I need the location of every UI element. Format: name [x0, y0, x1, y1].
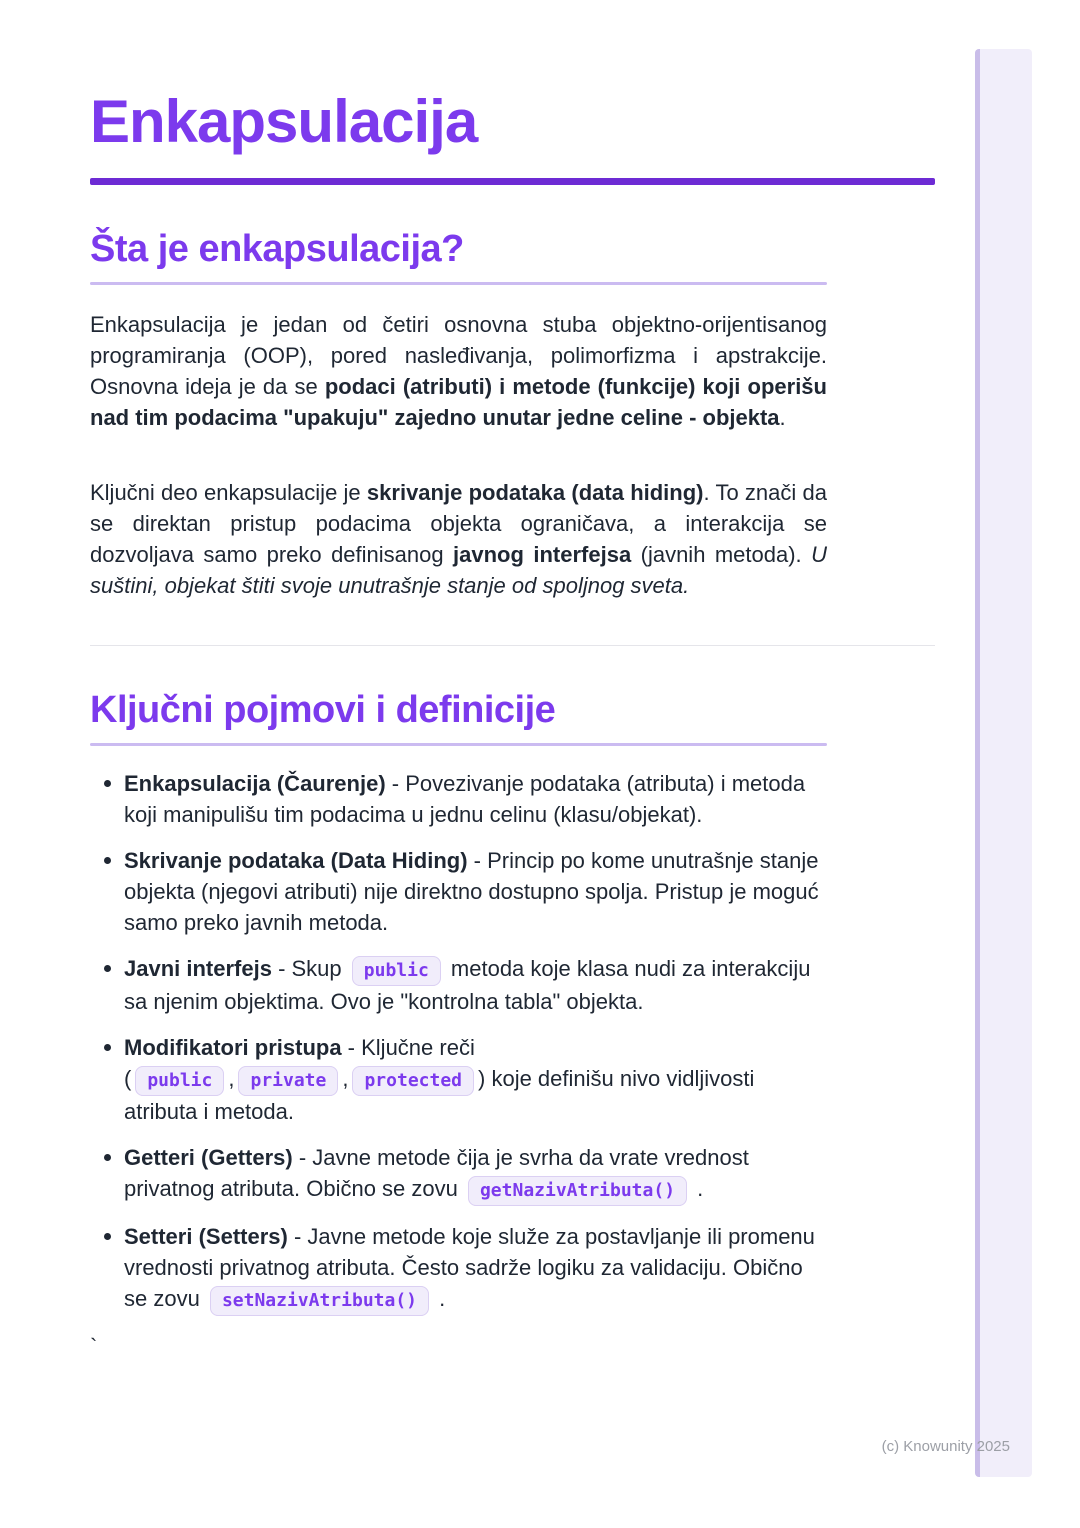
text-segment: U suštini, objekat štiti svoje unutrašnje stanje od spoljnog sveta. — [90, 542, 827, 598]
text-segment: - Javne metode koje služe za postavljanje ili promenu vrednosti privatnog atributa. Često sadrže logiku za validaciju. Obično se zovu — [124, 1224, 815, 1311]
text-segment: Setteri (Setters) — [124, 1224, 288, 1249]
section-key-terms — [90, 690, 935, 1316]
list-item — [124, 768, 827, 830]
list-item — [124, 1032, 827, 1127]
text-segment: . — [691, 1176, 704, 1201]
section-heading-underline — [90, 282, 827, 285]
text-segment: metoda koje klasa nudi za interakciju sa njenim objektima. Ovo je "kontrolna tabla" objekta. — [124, 956, 811, 1014]
text-segment: - Princip po kome unutrašnje stanje objekta (njegovi atributi) nije direktno dostupno spolja. Pristup je moguć samo preko javnih metoda. — [124, 848, 819, 935]
paragraph — [90, 477, 827, 601]
section-what-is — [90, 229, 935, 601]
text-segment: Ključni deo enkapsulacije je — [90, 480, 367, 505]
text-segment: - Ključne reči ( — [124, 1035, 475, 1091]
text-segment: ) koje definišu nivo vidljivosti atributa i metoda. — [124, 1066, 755, 1124]
text-segment: Enkapsulacija je jedan od četiri osnovna stuba objektno-orijentisanog programiranja (OOP), pored nasleđivanja, polimorfizma i apstrakcije. Osnovna ideja je da se — [90, 312, 827, 399]
text-segment: . — [779, 405, 786, 430]
text-segment: Javni interfejs — [124, 956, 272, 981]
inline-code-chip: public — [352, 956, 441, 986]
section-heading-what-is: Šta je enkapsulacija? — [90, 228, 464, 270]
content-column — [90, 0, 935, 1362]
text-segment: . To znači da se direktan pristup podacima objekta ograničava, a interakcija se dozvoljava samo preko definisanog — [90, 480, 828, 567]
section-divider — [90, 645, 935, 646]
text-segment: . — [433, 1286, 446, 1311]
text-segment: , — [342, 1066, 349, 1091]
inline-code-chip: private — [238, 1066, 338, 1096]
title-rule — [90, 178, 935, 185]
text-segment: podaci (atributi) i metode (funkcije) koji operišu nad tim podacima "upakuju" zajedno unutar jedne celine - objekta — [90, 374, 827, 430]
list-item — [124, 845, 827, 938]
text-segment: Skrivanje podataka (Data Hiding) — [124, 848, 468, 873]
text-segment: Enkapsulacija (Čaurenje) — [124, 771, 386, 796]
text-segment: Modifikatori pristupa — [124, 1035, 342, 1060]
page-title: Enkapsulacija — [90, 88, 478, 155]
text-segment: javnog interfejsa — [453, 542, 632, 567]
list-item — [124, 1142, 827, 1206]
list-item — [124, 953, 827, 1017]
inline-code-chip: public — [135, 1066, 224, 1096]
definition-list — [90, 768, 827, 1316]
stray-backtick-character: ` — [90, 1334, 98, 1359]
text-segment: - Povezivanje podataka (atributa) i metoda koji manipulišu tim podacima u jednu celinu (klasu/objekat). — [124, 771, 806, 827]
section-heading-key-terms: Ključni pojmovi i definicije — [90, 689, 556, 731]
list-item — [124, 1221, 827, 1316]
text-segment: - Skup — [271, 956, 348, 981]
text-segment: (javnih metoda). — [631, 542, 812, 567]
section-paragraphs — [90, 309, 935, 601]
text-segment: Getteri (Getters) — [124, 1145, 293, 1170]
inline-code-chip: protected — [352, 1066, 474, 1096]
text-segment: skrivanje podataka (data hiding) — [366, 480, 704, 505]
inline-code-chip: setNazivAtributa() — [210, 1286, 429, 1316]
paragraph — [90, 309, 827, 433]
inline-code-chip: getNazivAtributa() — [468, 1176, 687, 1206]
text-segment: , — [228, 1066, 235, 1091]
section-heading-underline — [90, 743, 827, 746]
next-page-edge-strip — [975, 49, 1032, 1477]
footer-copyright: (c) Knowunity 2025 — [881, 1438, 1010, 1455]
text-segment: - Javne metode čija je svrha da vrate vrednost privatnog atributa. Obično se zovu — [124, 1145, 749, 1201]
